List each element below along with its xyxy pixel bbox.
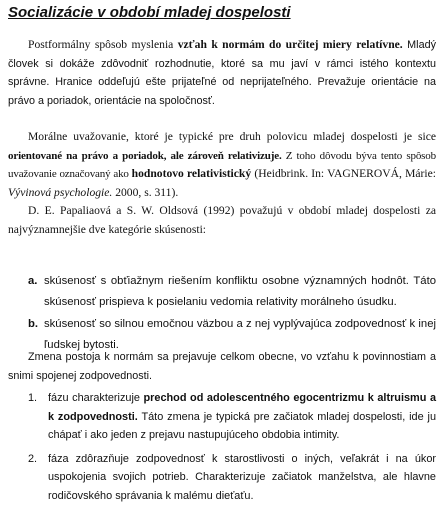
paragraph-2-citation-text: (Heidbrink. In: VAGNEROVÁ, Márie: <box>251 167 436 180</box>
paragraph-2-term-text: hodnotovo relativistický <box>131 167 252 180</box>
list-marker: 2. <box>28 452 38 465</box>
list-marker: b. <box>28 318 39 330</box>
experience-list <box>28 271 436 355</box>
paragraph-moral-reasoning <box>8 128 436 202</box>
paragraph-attitude-change: Zmena postoja k normám sa prejavuje celkom obecne, vo vzťahu k povinnostiam a snimi spojenej zodpovednosti. <box>8 351 436 382</box>
paragraph-2-bold-text: orientované na právo a poriadok, ale zároveň relativizuje. <box>8 149 282 162</box>
paragraph-experience-categories: D. E. Papaliaová a S. W. Oldsová (1992) považujú v období mladej dospelosti za najvýznamnejšie dve kategórie skúsenosti: <box>8 204 436 236</box>
list-item <box>28 389 436 445</box>
list-marker: a. <box>28 275 38 287</box>
list-item-text <box>48 389 436 445</box>
list-item-text: skúsenosť so silnou emočnou väzbou a z nej vyplývajúca zodpovednosť k inej ľudskej bytosti. <box>44 318 436 351</box>
phase-list <box>28 389 436 505</box>
paragraph-1-lead-text: Postformálny spôsob myslenia <box>28 38 178 51</box>
list-item <box>28 450 436 506</box>
paragraph-2-book-title: Vývinová psychologie. <box>8 185 113 199</box>
paragraph-1-bold-text: vzťah k normám do určitej miery relatívne. <box>177 38 403 51</box>
list-item-text: skúsenosť s obťiažnym riešením konfliktu osobne významných hodnôt. Táto skúsenosť prispieva k posielaniu vedomia relativity morálneho úsudku. <box>44 275 436 308</box>
paragraph-2-body-text: Z toho dôvodu býva tento spôsob uvažovanie označovaný ako <box>8 149 436 180</box>
list-item-text: fáza zdôrazňuje zodpovednosť k starostlivosti o iných, veľakrát i na úkor uspokojenia svojich potrieb. Charakterizuje začiatok manželstva, ale hlavne rodičovského správania k malému dieťaťu. <box>48 452 436 502</box>
section-heading: Socializácie v období mladej dospelosti <box>8 4 291 21</box>
paragraph-postformal-thinking <box>8 36 436 110</box>
phase-1-bold-text: prechod od adolescentného egocentrizmu k altruismu a k zodpovednosti. <box>48 392 436 423</box>
paragraph-2-lead-text: Morálne uvažovanie, ktoré je typické pre druh polovicu mladej dospelosti je sice <box>28 130 436 143</box>
phase-1-body-text: Táto zmena je typická pre začiatok mladej dospelosti, ide ju chápať i ako jeden z prejavu nastupujúceho obdobia intimity. <box>48 410 436 441</box>
paragraph-2-citation-end: 2000, s. 311). <box>112 185 179 199</box>
list-marker: 1. <box>28 392 38 404</box>
phase-1-lead-text: fázu charakterizuje <box>48 392 144 404</box>
paragraph-1-body-text: Mladý človek si dokáže zdôvodniť rozhodnutie, ktoré sa mu javí v rámci istého kontextu správne. Hranice oddeľujú ešte prijateľné od neprijateľného. Prevažuje orientácie na právo a poriadok, orientácie na spoločnosť. <box>8 39 436 107</box>
list-item <box>28 271 436 312</box>
